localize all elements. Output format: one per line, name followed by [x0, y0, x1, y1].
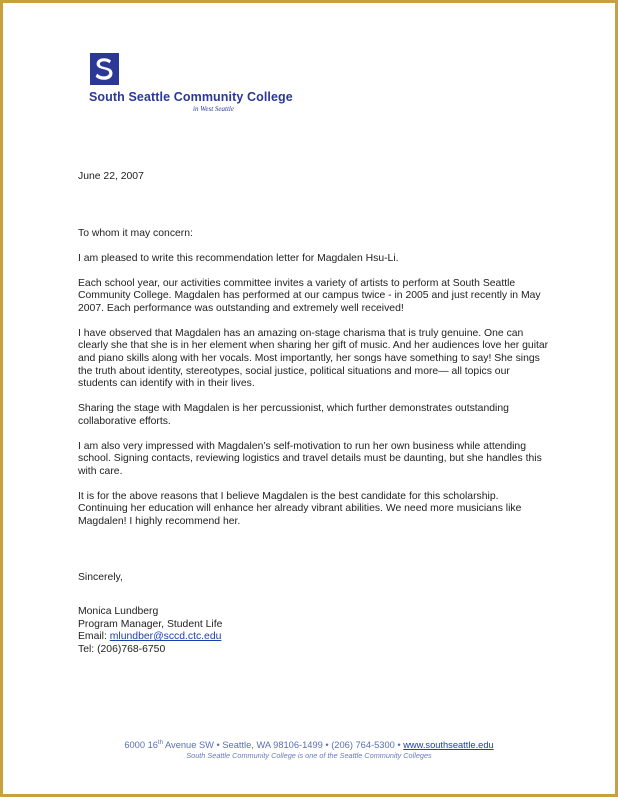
website-link[interactable]: www.southseattle.edu [403, 740, 494, 751]
paragraph-intro: I am pleased to write this recommendation letter for Magdalen Hsu-Li. [78, 252, 399, 264]
letter-greeting: To whom it may concern: [78, 227, 193, 239]
tel-label: Tel: [78, 644, 95, 655]
paragraph-recommendation: It is for the above reasons that I believe Magdalen is the best candidate for this scholarship. Continuing her education will enhance her already vibrant abilities. We need more musicians like Magdalen! I highly recommend her. [78, 490, 522, 528]
college-name: South Seattle Community College [89, 90, 293, 104]
email-label: Email: [78, 631, 107, 643]
paragraph-performances: Each school year, our activities committee invites a variety of artists to perform at South Seattle Community College. Magdalen has performed at our campus twice - in 2005 and just recently in May 2007. Each performance was outstanding and extremely well received! [78, 277, 541, 314]
paragraph-percussionist: Sharing the stage with Magdalen is her percussionist, which further demonstrates outstanding collaborative efforts. [78, 403, 509, 427]
letter-date: June 22, 2007 [78, 171, 144, 182]
s-logo-icon [90, 53, 119, 85]
letter-closing: Sincerely, [78, 571, 123, 583]
footer-address-sup: th [157, 740, 163, 746]
footer-note: South Seattle Community College is one of the Seattle Community Colleges [186, 751, 432, 761]
paragraph-charisma: I have observed that Magdalen has an amazing on-stage charisma that is truly genuine. One can clearly she that she is in her element when sharing her gift of music. And her audiences love her guitar and piano skills along with her vocals. Most importantly, her songs have something to say! She sings the truth about identity, stereotypes, social justice, political situations and more— all topics our students can identify with in their lives. [78, 327, 549, 390]
tel-number: (206)768-6750 [97, 644, 166, 655]
signature-tel-line [78, 644, 550, 657]
email-link[interactable]: mlundber@sccd.ctc.edu [109, 631, 222, 643]
footer-address-rest: Avenue SW • Seattle, WA 98106-1499 • (206) 764-5300 • [162, 740, 404, 751]
paragraph-self-motivation: I am also very impressed with Magdalen’s self-motivation to run her own business while attending school. Signing contacts, reviewing logistics and travel details must be daunting, but she handles this with care. [78, 440, 542, 477]
letterhead-footer [3, 737, 615, 761]
footer-address-prefix: 6000 16 [124, 740, 158, 751]
signature-title: Program Manager, Student Life [78, 618, 223, 630]
footer-address [3, 737, 615, 751]
signature-email-line [78, 631, 550, 644]
letter-body [78, 171, 550, 657]
signature-name: Monica Lundberg [78, 606, 159, 618]
college-tagline: in West Seattle [193, 105, 234, 113]
